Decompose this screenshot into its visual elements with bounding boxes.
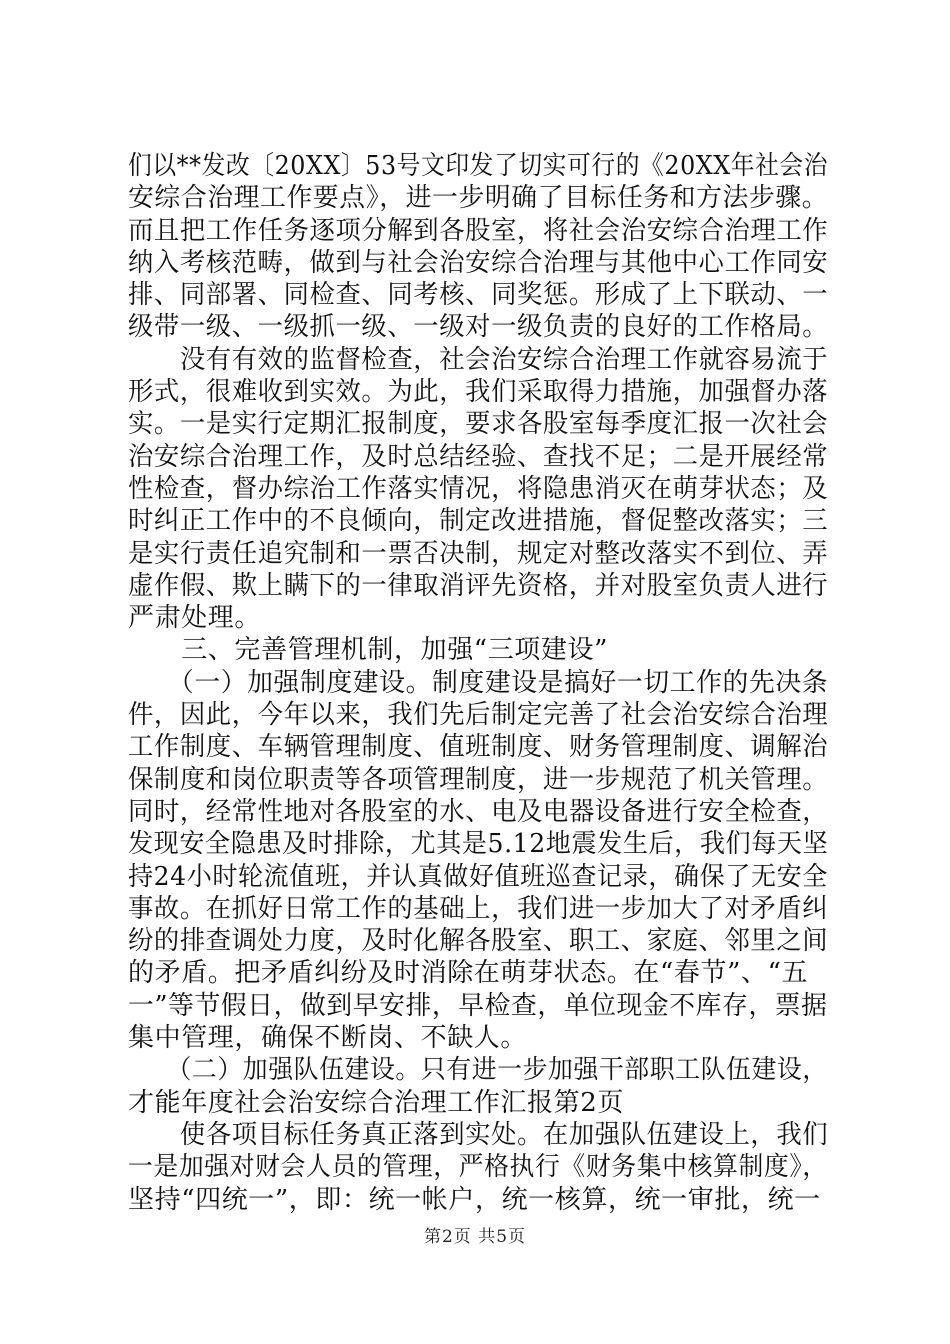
text-line: （二）加强队伍建设。只有进一步加强干部职工队伍建设， [128,1055,828,1086]
text-line: 性检查，督办综治工作落实情况，将隐患消灭在萌芽状态；及 [128,473,829,504]
text-line: （一）加强制度建设。制度建设是搞好一切工作的先决条 [128,667,829,698]
text-line: 排、同部署、同检查、同考核、同奖惩。形成了上下联动、一 [128,280,829,311]
body-text [128,150,828,1216]
text-line: 同时，经常性地对各股室的水、电及电器设备进行安全检查， [128,796,829,827]
text-line: 们以**发改〔20XX〕53号文印发了切实可行的《20XX年社会治 [128,151,829,181]
text-line: 没有有效的监督检查，社会治安综合治理工作就容易流于 [128,344,829,375]
text-line: 使各项目标任务真正落到实处。在加强队伍建设上，我们 [128,1119,829,1150]
page-footer: 第2页 共5页 [423,1227,527,1247]
text-line: 工作制度、车辆管理制度、值班制度、财务管理制度、调解治 [128,732,829,763]
text-line: 才能年度社会治安综合治理工作汇报第2页 [128,1087,624,1118]
text-line: 保制度和岗位职责等各项管理制度，进一步规范了机关管理。 [128,764,829,795]
text-line: 实。一是实行定期汇报制度，要求各股室每季度汇报一次社会 [128,409,829,440]
text-line: 级带一级、一级抓一级、一级对一级负责的良好的工作格局。 [128,312,829,343]
text-line: 是实行责任追究制和一票否决制，规定对整改落实不到位、弄 [128,538,829,569]
text-line: 治安综合治理工作，及时总结经验、查找不足；二是开展经常 [128,441,829,472]
text-line: 坚持“四统一”，即：统一帐户，统一核算，统一审批，统一 [128,1184,821,1215]
text-line: 时纠正工作中的不良倾向，制定改进措施，督促整改落实；三 [128,506,829,537]
text-line: 发现安全隐患及时排除，尤其是5.12地震发生后，我们每天坚 [128,829,829,860]
text-line: 形式，很难收到实效。为此，我们采取得力措施，加强督办落 [128,377,829,408]
text-line: 安综合治理工作要点》，进一步明确了目标任务和方法步骤。 [128,183,829,214]
text-line: 一是加强对财会人员的管理，严格执行《财务集中核算制度》， [128,1152,828,1183]
text-line: 严肃处理。 [128,603,262,634]
text-line: 集中管理，确保不断岗、不缺人。 [128,1023,528,1054]
text-line: 虚作假、欺上瞒下的一律取消评先资格，并对股室负责人进行 [128,570,829,601]
text-line: 持24小时轮流值班，并认真做好值班巡查记录，确保了无安全 [128,861,828,892]
text-line: 件，因此，今年以来，我们先后制定完善了社会治安综合治理 [128,700,829,731]
text-line: 的矛盾。把矛盾纠纷及时消除在萌芽状态。在“春节”、“五 [128,958,809,989]
text-line: 纷的排查调处力度，及时化解各股室、职工、家庭、邻里之间 [128,926,829,957]
text-line: 而且把工作任务逐项分解到各股室，将社会治安综合治理工作 [128,215,829,246]
text-line: 三、完善管理机制，加强“三项建设” [128,635,608,666]
text-line: 一”等节假日，做到早安排，早检查，单位现金不库存，票据 [128,990,828,1021]
text-line: 纳入考核范畴，做到与社会治安综合治理与其他中心工作同安 [128,247,829,278]
text-line: 事故。在抓好日常工作的基础上，我们进一步加大了对矛盾纠 [128,893,829,924]
